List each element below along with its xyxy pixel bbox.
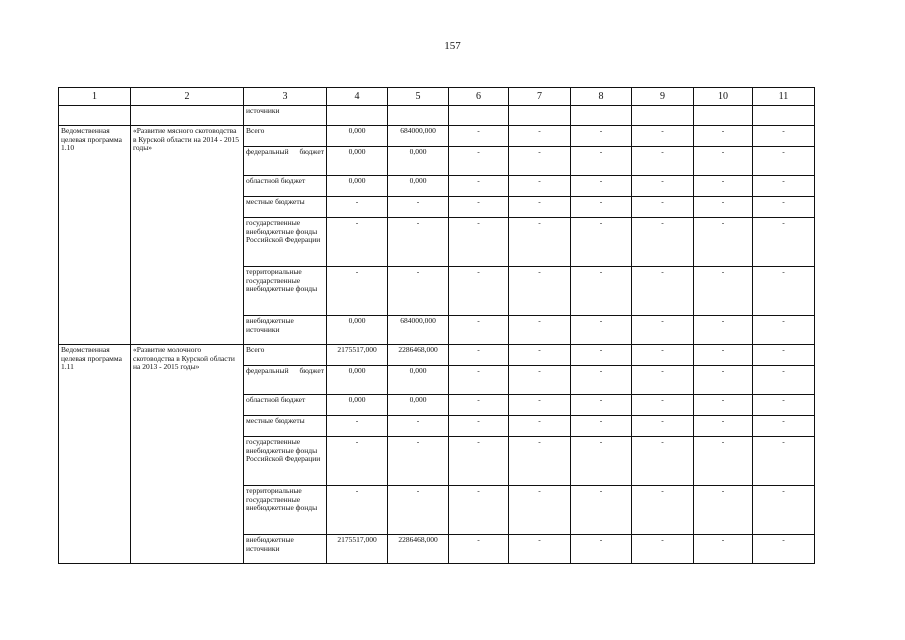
source-cell: Всего: [244, 126, 327, 147]
table-row: [59, 345, 815, 366]
value-cell: 2286468,000: [388, 345, 449, 366]
value-cell: 0,000: [327, 147, 388, 176]
source-cell: областной бюджет: [244, 395, 327, 416]
table-cell: [571, 106, 632, 126]
value-cell: -: [571, 395, 632, 416]
value-cell: 0,000: [388, 176, 449, 197]
value-cell: -: [753, 395, 815, 416]
value-cell: -: [632, 218, 694, 267]
value-cell: -: [694, 176, 753, 197]
value-cell: -: [632, 416, 694, 437]
column-header: 1: [59, 88, 131, 106]
table-row: [59, 126, 815, 147]
value-cell: -: [327, 197, 388, 218]
value-cell: -: [449, 197, 509, 218]
value-cell: -: [694, 218, 753, 267]
value-cell: -: [327, 267, 388, 316]
value-cell: -: [632, 147, 694, 176]
value-cell: -: [327, 416, 388, 437]
value-cell: -: [753, 147, 815, 176]
value-cell: -: [571, 416, 632, 437]
value-cell: -: [753, 197, 815, 218]
program-code-cell: Ведомственная целевая программа 1.10: [59, 126, 131, 345]
value-cell: -: [632, 486, 694, 535]
value-cell: -: [571, 126, 632, 147]
value-cell: 0,000: [388, 147, 449, 176]
column-header: 9: [632, 88, 694, 106]
column-header: 8: [571, 88, 632, 106]
program-title-cell: «Развитие мясного скотоводства в Курской области на 2014 - 2015 годы»: [131, 126, 244, 345]
table-cell: [388, 106, 449, 126]
table-cell: [694, 106, 753, 126]
value-cell: -: [388, 267, 449, 316]
value-cell: -: [632, 126, 694, 147]
value-cell: 2286468,000: [388, 535, 449, 564]
value-cell: -: [753, 416, 815, 437]
value-cell: -: [509, 486, 571, 535]
value-cell: -: [509, 535, 571, 564]
column-header: 4: [327, 88, 388, 106]
table-cell: [131, 106, 244, 126]
value-cell: -: [753, 267, 815, 316]
value-cell: -: [753, 126, 815, 147]
table-body: [59, 106, 815, 564]
value-cell: -: [571, 345, 632, 366]
value-cell: 2175517,000: [327, 345, 388, 366]
value-cell: -: [632, 267, 694, 316]
value-cell: -: [753, 486, 815, 535]
value-cell: -: [449, 147, 509, 176]
value-cell: 0,000: [327, 316, 388, 345]
value-cell: -: [694, 437, 753, 486]
column-header: 11: [753, 88, 815, 106]
value-cell: -: [571, 197, 632, 218]
table-cell: [753, 106, 815, 126]
value-cell: -: [571, 218, 632, 267]
value-cell: -: [388, 486, 449, 535]
value-cell: 0,000: [327, 126, 388, 147]
source-cell: местные бюджеты: [244, 197, 327, 218]
value-cell: -: [753, 366, 815, 395]
value-cell: -: [571, 366, 632, 395]
value-cell: -: [632, 197, 694, 218]
value-cell: 0,000: [327, 366, 388, 395]
value-cell: -: [632, 535, 694, 564]
value-cell: -: [571, 437, 632, 486]
value-cell: -: [449, 437, 509, 486]
value-cell: -: [753, 218, 815, 267]
value-cell: -: [571, 316, 632, 345]
value-cell: -: [753, 316, 815, 345]
source-cell: государственные внебюджетные фонды Российской Федерации: [244, 437, 327, 486]
value-cell: -: [388, 218, 449, 267]
value-cell: -: [694, 345, 753, 366]
value-cell: -: [449, 218, 509, 267]
value-cell: -: [571, 535, 632, 564]
value-cell: -: [632, 395, 694, 416]
source-cell: территориальные государственные внебюджетные фонды: [244, 267, 327, 316]
value-cell: -: [509, 126, 571, 147]
budget-table: [58, 87, 815, 564]
value-cell: -: [509, 366, 571, 395]
value-cell: -: [694, 316, 753, 345]
table-cell: [509, 106, 571, 126]
source-cell: источники: [244, 106, 327, 126]
source-cell: внебюджетные источники: [244, 316, 327, 345]
value-cell: -: [509, 267, 571, 316]
program-title-cell: «Развитие молочного скотоводства в Курской области на 2013 - 2015 годы»: [131, 345, 244, 564]
value-cell: -: [571, 267, 632, 316]
value-cell: -: [694, 147, 753, 176]
value-cell: -: [632, 176, 694, 197]
value-cell: -: [388, 416, 449, 437]
value-cell: -: [449, 366, 509, 395]
column-header: 5: [388, 88, 449, 106]
value-cell: -: [449, 267, 509, 316]
value-cell: -: [388, 437, 449, 486]
value-cell: -: [694, 395, 753, 416]
value-cell: -: [449, 535, 509, 564]
column-header: 10: [694, 88, 753, 106]
value-cell: 0,000: [327, 176, 388, 197]
value-cell: 0,000: [327, 395, 388, 416]
value-cell: -: [449, 176, 509, 197]
value-cell: -: [632, 437, 694, 486]
value-cell: -: [327, 218, 388, 267]
value-cell: -: [753, 437, 815, 486]
value-cell: 2175517,000: [327, 535, 388, 564]
value-cell: -: [571, 486, 632, 535]
value-cell: -: [694, 366, 753, 395]
table-cell: [449, 106, 509, 126]
source-cell: федеральный бюджет: [244, 147, 327, 176]
value-cell: -: [753, 535, 815, 564]
program-code-cell: Ведомственная целевая программа 1.11: [59, 345, 131, 564]
source-cell: местные бюджеты: [244, 416, 327, 437]
value-cell: -: [694, 416, 753, 437]
value-cell: 684000,000: [388, 316, 449, 345]
value-cell: 684000,000: [388, 126, 449, 147]
value-cell: -: [632, 316, 694, 345]
value-cell: -: [694, 126, 753, 147]
value-cell: -: [509, 345, 571, 366]
value-cell: -: [694, 486, 753, 535]
source-cell: Всего: [244, 345, 327, 366]
value-cell: -: [753, 345, 815, 366]
table-cell: [327, 106, 388, 126]
column-number-row: [59, 88, 815, 106]
value-cell: -: [449, 345, 509, 366]
value-cell: -: [509, 147, 571, 176]
source-cell: областной бюджет: [244, 176, 327, 197]
page-number: 157: [444, 40, 461, 52]
value-cell: -: [694, 267, 753, 316]
value-cell: -: [509, 176, 571, 197]
column-header: 2: [131, 88, 244, 106]
value-cell: -: [571, 147, 632, 176]
value-cell: -: [571, 176, 632, 197]
column-header: 6: [449, 88, 509, 106]
value-cell: -: [449, 395, 509, 416]
value-cell: -: [449, 316, 509, 345]
column-header: 3: [244, 88, 327, 106]
value-cell: -: [509, 197, 571, 218]
column-header: 7: [509, 88, 571, 106]
value-cell: -: [449, 126, 509, 147]
value-cell: -: [388, 197, 449, 218]
source-cell: внебюджетные источники: [244, 535, 327, 564]
source-cell: территориальные государственные внебюджетные фонды: [244, 486, 327, 535]
value-cell: -: [509, 416, 571, 437]
value-cell: -: [632, 366, 694, 395]
value-cell: -: [327, 437, 388, 486]
value-cell: 0,000: [388, 366, 449, 395]
value-cell: -: [694, 535, 753, 564]
value-cell: -: [753, 176, 815, 197]
table-cell: [59, 106, 131, 126]
value-cell: -: [509, 395, 571, 416]
value-cell: -: [327, 486, 388, 535]
value-cell: -: [694, 197, 753, 218]
table-cell: [632, 106, 694, 126]
value-cell: 0,000: [388, 395, 449, 416]
value-cell: -: [449, 416, 509, 437]
source-cell: государственные внебюджетные фонды Российской Федерации: [244, 218, 327, 267]
value-cell: -: [509, 316, 571, 345]
value-cell: -: [509, 218, 571, 267]
value-cell: -: [509, 437, 571, 486]
source-cell: федеральный бюджет: [244, 366, 327, 395]
value-cell: -: [632, 345, 694, 366]
value-cell: -: [449, 486, 509, 535]
table-row: [59, 106, 815, 126]
